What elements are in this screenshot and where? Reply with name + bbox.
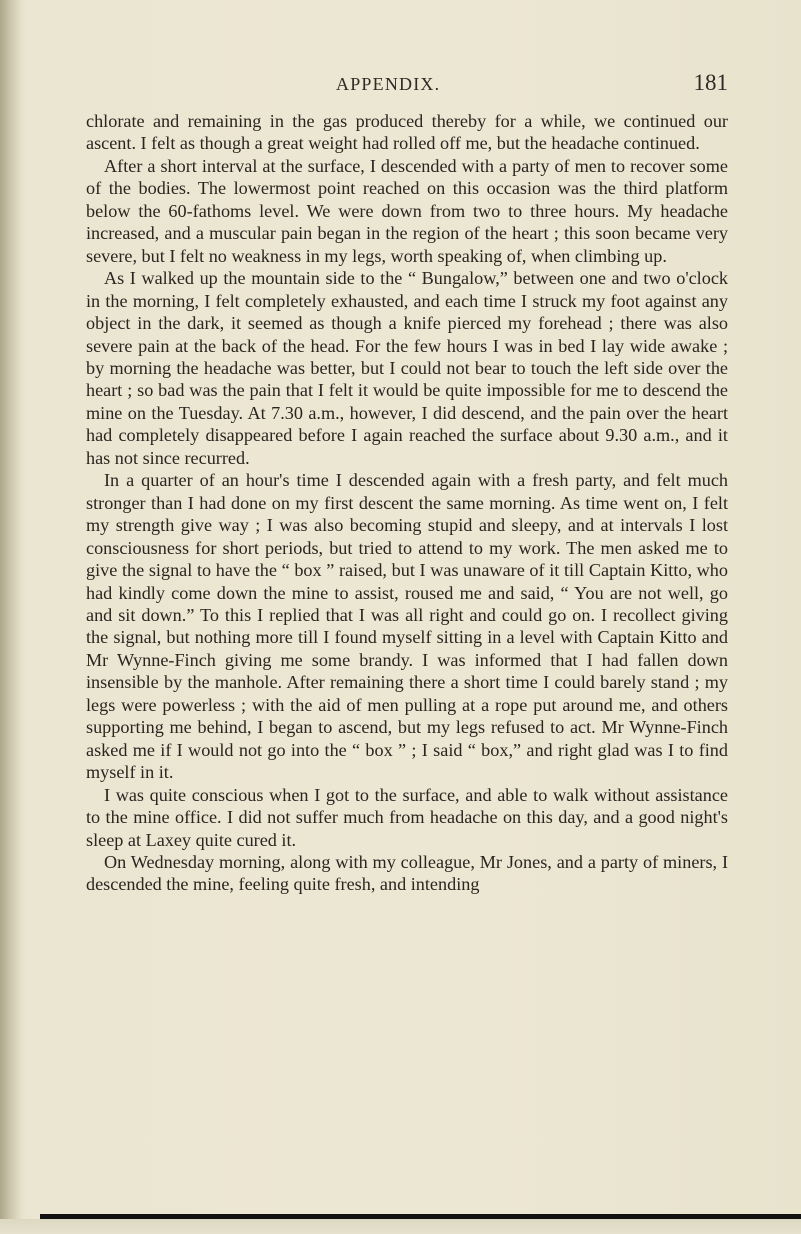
page-number: 181 xyxy=(693,70,728,95)
running-head xyxy=(86,70,728,100)
paragraph: On Wednesday morning, along with my colleague, Mr Jones, and a party of miners, I descended the mine, feeling quite fresh, and intending xyxy=(86,851,728,895)
paragraph: chlorate and remaining in the gas produced thereby for a while, we continued our ascent. I felt as though a great weight had rolled off me, but the headache continued. xyxy=(86,111,728,154)
paragraph: In a quarter of an hour's time I descended again with a fresh party, and felt much stronger than I had done on my first descent the same morning. As time went on, I felt my strength give way ; I was also becoming stupid and sleepy, and at intervals I lost consciousness for short periods, but tried to attend to my work. The men asked me to give the signal to have the “ box ” raised, but I was unaware of it till Captain Kitto, who had kindly come down the mine to assist, roused me and said, “ You are not well, go and sit down.” To this I replied that I was all right and could go on. I recollect giving the signal, but nothing more till I found myself sitting in a level with Captain Kitto and Mr Wynne-Finch giving me some brandy. I was informed that I had fallen down insensible by the manhole. After remaining there a short time I could barely stand ; my legs were powerless ; with the aid of men pulling at a rope put around me, and others supporting me behind, I began to ascend, but my legs refused to act. Mr Wynne-Finch asked me if I would not go into the “ box ” ; I said “ box,” and right glad was I to find myself in it. xyxy=(86,470,728,783)
bottom-edge-shade xyxy=(0,1219,801,1234)
paragraph: After a short interval at the surface, I descended with a party of men to recover some of the bodies. The lowermost point reached on this occasion was the third platform below the 60-fathoms level. We were down from two to three hours. My headache increased, and a muscular pain began in the region of the heart ; this soon became very severe, but I felt no weakness in my legs, worth speaking of, when climbing up. xyxy=(86,155,728,266)
spine-shadow xyxy=(0,0,22,1234)
paragraph: As I walked up the mountain side to the “ Bungalow,” between one and two o'clock in the morning, I felt completely exhausted, and each time I struck my foot against any object in the dark, it seemed as though a knife pierced my forehead ; there was also severe pain at the back of the head. For the few hours I was in bed I lay wide awake ; by morning the headache was better, but I could not bear to touch the left side over the heart ; so bad was the pain that I felt it would be quite impossible for me to descend the mine on the Tuesday. At 7.30 a.m., however, I did descend, and the pain over the heart had completely disappeared before I again reached the surface about 9.30 a.m., and it has not since recurred. xyxy=(86,268,728,468)
body-text xyxy=(86,110,728,896)
running-title: APPENDIX. xyxy=(336,74,441,94)
paragraph: I was quite conscious when I got to the surface, and able to walk without assistance to the mine office. I did not suffer much from headache on this day, and a good night's sleep at Laxey quite cured it. xyxy=(86,784,728,850)
